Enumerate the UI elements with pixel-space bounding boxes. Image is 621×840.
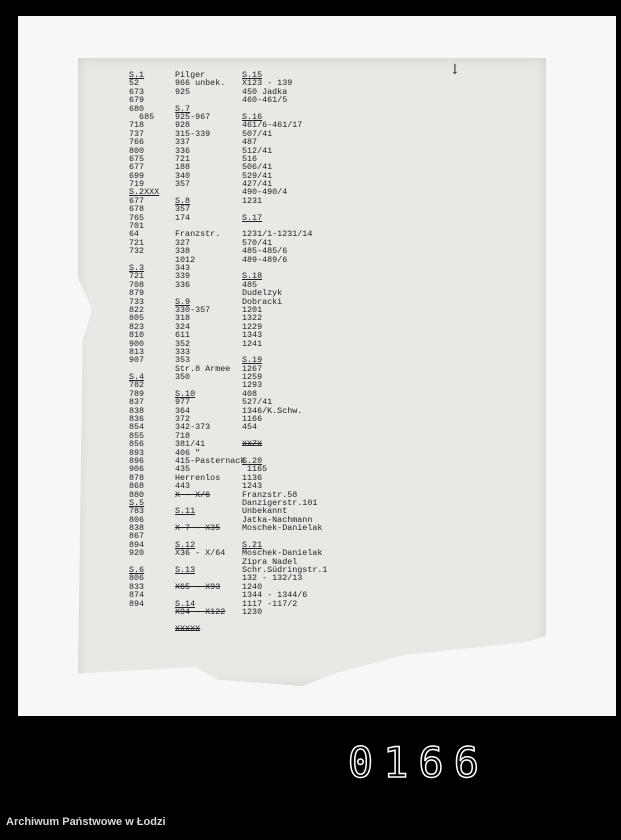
section-heading: S.8	[175, 195, 191, 206]
entry-line: 611	[175, 330, 191, 341]
entry-line: Pilger	[175, 70, 206, 80]
entry-line: 806	[129, 514, 145, 525]
section-heading: S.9	[175, 296, 191, 307]
entry-line: 487	[242, 137, 258, 148]
entry-line: Dobracki	[242, 296, 283, 307]
entry-line: 856	[129, 439, 145, 450]
section-heading: S.2XXX	[129, 187, 160, 198]
entry-line: Unbekannt	[242, 506, 288, 517]
entry-line: 1165	[242, 464, 268, 475]
entry-line: 893	[129, 447, 145, 458]
entry-line: 1293	[242, 380, 263, 391]
entry-line: 966 unbek.	[175, 78, 226, 89]
entry-line: 343	[175, 262, 191, 273]
entry-line: 64	[129, 229, 140, 240]
entry-line: Franzstr.	[175, 229, 221, 240]
entry-line: 350	[175, 372, 191, 383]
entry-line: 880	[129, 489, 145, 500]
section-heading: S.4	[129, 372, 145, 383]
entry-line: 406 "	[175, 447, 201, 458]
entry-line: 339	[175, 271, 191, 282]
section-heading: S.19	[242, 355, 263, 366]
entry-line: 338	[175, 246, 191, 257]
entry-line: 732	[129, 246, 145, 257]
section-heading: S.12	[175, 539, 196, 550]
entry-line: 1166	[242, 414, 263, 425]
entry-line: 701	[129, 221, 145, 232]
entry-line: 868	[129, 481, 145, 492]
archive-label: Archiwum Państwowe w Łodzi	[6, 816, 166, 828]
entry-line: 800	[129, 145, 145, 156]
entry-line: 782	[129, 380, 145, 391]
entry-line: Jatka-Nachmann	[242, 514, 313, 525]
entry-line: 677	[129, 162, 145, 173]
entry-line: 677	[129, 195, 145, 206]
entry-line: 894	[129, 598, 145, 609]
entry-line: 490-490/4	[242, 187, 288, 198]
entry-line: Herrenlos	[175, 472, 221, 483]
column-middle	[175, 71, 245, 633]
entry-line: Moschek-Danielak	[242, 523, 323, 534]
entry-line: XXZX	[242, 439, 263, 450]
entry-line: 337	[175, 137, 191, 148]
entry-line: 489-489/6	[242, 254, 288, 265]
entry-line: 485	[242, 279, 258, 290]
entry-line: 925-967	[175, 111, 211, 122]
entry-line: 928	[175, 120, 191, 131]
entry-line: 1229	[242, 321, 263, 332]
entry-line: X36 - X/64	[175, 548, 226, 559]
entry-line: 719	[129, 179, 145, 190]
entry-line: 836	[129, 414, 145, 425]
entry-line: 838	[129, 405, 145, 416]
entry-line: 454	[242, 422, 258, 433]
entry-line: 833	[129, 581, 145, 592]
entry-line: 174	[175, 212, 191, 223]
entry-line: 327	[175, 237, 191, 248]
entry-line: 854	[129, 422, 145, 433]
entry-line: 336	[175, 145, 191, 156]
entry-line: 1322	[242, 313, 263, 324]
entry-line: 822	[129, 304, 145, 315]
entry-line: 878	[129, 472, 145, 483]
entry-line: 570/41	[242, 237, 273, 248]
entry-line: 900	[129, 338, 145, 349]
entry-line: 353	[175, 355, 191, 366]
entry-line: 977	[175, 397, 191, 408]
entry-line: 188	[175, 162, 191, 173]
section-heading: S.3	[129, 262, 145, 273]
entry-line: 813	[129, 346, 145, 357]
entry-line: 789	[129, 388, 145, 399]
entry-line: 1346/K.Schw.	[242, 405, 303, 416]
section-heading: S.5	[129, 497, 145, 508]
entry-line: 896	[129, 455, 145, 466]
entry-line: 837	[129, 397, 145, 408]
entry-line: 925	[175, 86, 191, 97]
entry-line: X123 - 139	[242, 78, 293, 89]
entry-line: 342-373	[175, 422, 211, 433]
entry-line: 1267	[242, 363, 263, 374]
entry-line: 443	[175, 481, 191, 492]
entry-line: 507/41	[242, 128, 273, 139]
entry-line: 527/41	[242, 397, 273, 408]
section-heading: S.6	[129, 565, 145, 576]
entry-line: 721	[175, 153, 191, 164]
entry-line: 450 Jadka	[242, 86, 288, 97]
section-heading: S.18	[242, 271, 263, 282]
section-heading: S.20	[242, 455, 263, 466]
entry-line: 1012	[175, 254, 196, 265]
entry-line: 435	[175, 464, 191, 475]
entry-line: X94 - X122	[175, 607, 226, 617]
column-right	[242, 71, 327, 616]
entry-line: Zipra Nadel	[242, 556, 298, 567]
entry-line: Schr.Südringstr.1	[242, 565, 328, 576]
entry-line: 1259	[242, 372, 263, 383]
entry-line: Danzigerstr.101	[242, 497, 318, 508]
entry-line: Moschek-Danielak	[242, 548, 323, 559]
section-heading: S.17	[242, 212, 263, 223]
entry-line: 333	[175, 346, 191, 357]
entry-line: 529/41	[242, 170, 273, 181]
section-heading: S.13	[175, 565, 196, 576]
entry-line: 718	[175, 430, 191, 441]
entry-line: XXXXX	[175, 623, 201, 634]
entry-line: 721	[129, 237, 145, 248]
frame-number: 0166	[347, 738, 489, 787]
entry-line: 1230	[242, 607, 263, 617]
entry-line: X - X/6	[175, 489, 211, 500]
entry-line: 1136	[242, 472, 263, 483]
entry-line: 783	[129, 506, 145, 517]
section-heading: S.7	[175, 103, 191, 114]
entry-line: 699	[129, 170, 145, 181]
entry-line: 679	[129, 95, 145, 106]
entry-line: 516	[242, 153, 258, 164]
column-left	[129, 71, 159, 608]
entry-line: 506/41	[242, 162, 273, 173]
entry-line: 685	[129, 111, 155, 122]
entry-line: 357	[175, 179, 191, 190]
entry-line: 1231	[242, 195, 263, 206]
entry-line: 1117 -117/2	[242, 598, 298, 609]
entry-line: 364	[175, 405, 191, 416]
entry-line: 372	[175, 414, 191, 425]
entry-line: 708	[129, 279, 145, 290]
corner-mark: ↓	[449, 62, 461, 78]
entry-line: 906	[129, 464, 145, 475]
entry-line: 381/41	[175, 439, 206, 450]
section-heading: S.1	[129, 70, 145, 80]
entry-line: Str.8 Armee	[175, 363, 231, 374]
entry-line: 1243	[242, 481, 263, 492]
entry-line: 352	[175, 338, 191, 349]
entry-line: 512/41	[242, 145, 273, 156]
entry-line: X65 - X93	[175, 581, 221, 592]
entry-line: 460-461/5	[242, 95, 288, 106]
entry-line: Dudelzyk	[242, 288, 283, 299]
entry-line: 408	[242, 388, 258, 399]
section-heading: S.11	[175, 506, 196, 517]
entry-line: 721	[129, 271, 145, 282]
entry-line: 315-339	[175, 128, 211, 139]
entry-line: 324	[175, 321, 191, 332]
entry-line: 874	[129, 590, 145, 601]
entry-line: 867	[129, 531, 145, 542]
entry-line: 1241	[242, 338, 263, 349]
entry-line: 461/6-461/17	[242, 120, 303, 131]
entry-line: 838	[129, 523, 145, 534]
entry-line: 675	[129, 153, 145, 164]
entry-line: X-7 - X35	[175, 523, 221, 534]
entry-line: 806	[129, 573, 145, 584]
section-heading: S.21	[242, 539, 263, 550]
entry-line: 907	[129, 355, 145, 366]
entry-line: 415-Pasternack	[175, 455, 246, 466]
entry-line: 1231/1-1231/14	[242, 229, 313, 240]
section-heading: S.16	[242, 111, 263, 122]
section-heading: S.14	[175, 598, 196, 609]
entry-line: 673	[129, 86, 145, 97]
entry-line: 427/41	[242, 179, 273, 190]
entry-line: Franzstr.58	[242, 489, 298, 500]
entry-line: 330-357	[175, 304, 211, 315]
entry-line: 823	[129, 321, 145, 332]
section-heading: S.10	[175, 388, 196, 399]
entry-line: 855	[129, 430, 145, 441]
entry-line: 805	[129, 313, 145, 324]
entry-line: 318	[175, 313, 191, 324]
entry-line: 132 - 132/13	[242, 573, 303, 584]
entry-line: 52	[129, 78, 140, 89]
entry-line: 680	[129, 103, 145, 114]
entry-line: 765	[129, 212, 145, 223]
entry-line: 920	[129, 548, 145, 559]
entry-line: 1343	[242, 330, 263, 341]
entry-line: 678	[129, 204, 145, 215]
entry-line: 810	[129, 330, 145, 341]
entry-line: 766	[129, 137, 145, 148]
section-heading: S.15	[242, 70, 263, 80]
entry-line: 485-485/6	[242, 246, 288, 257]
entry-line: 737	[129, 128, 145, 139]
entry-line: 357	[175, 204, 191, 215]
entry-line: 336	[175, 279, 191, 290]
entry-line: 340	[175, 170, 191, 181]
entry-line: 1344 - 1344/6	[242, 590, 308, 601]
entry-line: 894	[129, 539, 145, 550]
entry-line: 879	[129, 288, 145, 299]
entry-line: 1201	[242, 304, 263, 315]
entry-line: 1240	[242, 581, 263, 592]
entry-line: 733	[129, 296, 145, 307]
entry-line: 718	[129, 120, 145, 131]
